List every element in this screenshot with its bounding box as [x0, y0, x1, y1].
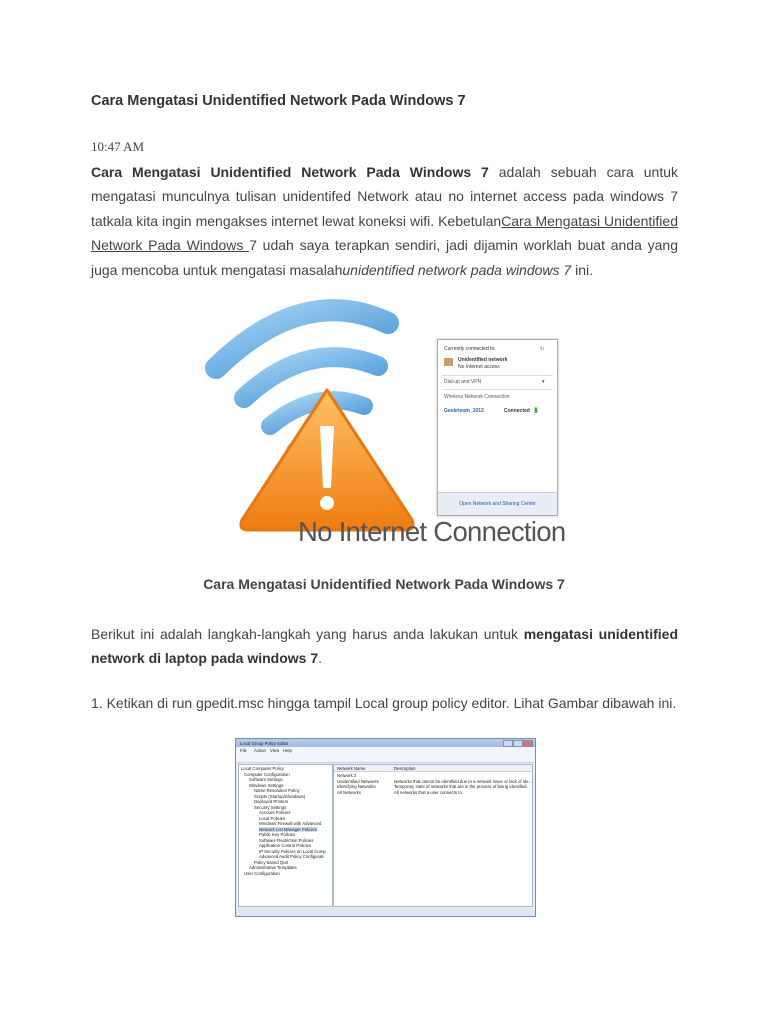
step-1-paragraph: 1. Ketikan di run gpedit.msc hingga tampil Local group policy editor. Lihat Gambar dibawah ini.	[91, 695, 677, 711]
popup-network-name: Unidentified network	[458, 357, 508, 363]
group-policy-editor-screenshot	[235, 738, 536, 917]
tree-item[interactable]: Computer Configuration	[244, 771, 290, 777]
intro-article-link[interactable]: Cara Mengatasi Unidentified Network Pada Windows	[91, 212, 678, 254]
warning-triangle-icon	[241, 390, 413, 530]
menu-view[interactable]: View	[270, 748, 280, 753]
tree-item-selected[interactable]: Network List Manager Policies	[259, 826, 317, 832]
tree-item[interactable]: Advanced Audit Policy Configurati	[259, 854, 324, 859]
close-icon[interactable]	[523, 740, 533, 747]
menu-action[interactable]: Action	[254, 748, 266, 753]
gpo-window-title: Local Group Policy Editor	[240, 741, 289, 746]
list-row-desc: Temporary state of networks that are in the process of being identified.	[394, 784, 528, 789]
gpo-titlebar	[236, 739, 535, 747]
popup-connected: Connected	[504, 408, 530, 414]
list-row-name[interactable]: Identifying Networks	[337, 784, 376, 789]
tree-item[interactable]: Name Resolution Policy	[254, 788, 300, 793]
steps-intro-text-2: .	[318, 650, 323, 667]
tree-item[interactable]: Application Control Policies	[259, 843, 312, 848]
gpo-tree-pane	[238, 764, 333, 907]
list-row-name[interactable]: Unidentified Networks	[337, 778, 379, 784]
tree-item[interactable]: IP Security Policies on Local Comp	[259, 848, 326, 854]
tree-item[interactable]: Security Settings	[254, 804, 287, 810]
tree-item[interactable]: Scripts (Startup/Shutdown)	[254, 793, 306, 799]
tree-item[interactable]: Windows Firewall with Advanced	[259, 821, 322, 826]
tree-item[interactable]: Local Policies	[259, 815, 286, 821]
steps-intro-bold: mengatasi unidentified network di laptop pada windows 7	[91, 626, 678, 667]
tree-item[interactable]: Policy-based QoS	[254, 859, 289, 865]
popup-wireless: Wireless Network Connection	[444, 394, 510, 400]
intro-bold-lead: Cara Mengatasi Unidentified Network Pada Windows 7	[91, 164, 489, 180]
tree-item[interactable]: Administrative Templates	[249, 865, 297, 870]
popup-ssid[interactable]: Geskrieum_1012	[444, 408, 484, 414]
list-row-name[interactable]: Network 2	[337, 773, 357, 778]
intro-text-1: adalah sebuah cara untuk mengatasi munculnya tulisan unidentifed Network atau no internet access pada windows 7 tatkala kita ingin mengakses internet lewat koneksi wifi. Kebetulan	[91, 164, 679, 229]
steps-intro-paragraph	[91, 622, 678, 671]
popup-currently-connected: Currently connected to:	[444, 346, 496, 352]
chevron-down-icon: ▾	[542, 379, 545, 385]
minimize-icon[interactable]	[503, 740, 513, 747]
tree-item[interactable]: Local Computer Policy	[241, 766, 284, 771]
list-row-name[interactable]: All Networks	[337, 789, 361, 795]
maximize-icon[interactable]	[513, 740, 523, 747]
menu-file[interactable]: File	[240, 748, 247, 753]
list-row-desc: All networks that a user connects to.	[394, 789, 464, 795]
refresh-icon[interactable]: ↻	[540, 346, 545, 352]
intro-text-2: 7 udah saya terapkan sendiri, jadi dijamin worklah buat anda yang juga mencoba untuk mengatasi masalah	[91, 237, 678, 278]
gpo-list-pane	[333, 764, 533, 907]
menu-help[interactable]: Help	[283, 748, 292, 753]
gpo-statusbar	[236, 908, 535, 916]
network-status-popup	[437, 339, 558, 516]
intro-italic: unidentified network pada windows 7	[342, 261, 572, 278]
article-title: Cara Mengatasi Unidentified Network Pada Windows 7	[91, 93, 466, 109]
tree-item[interactable]: Account Policies	[259, 810, 291, 815]
steps-intro-text-1: Berikut ini adalah langkah-langkah yang harus anda lakukan untuk	[91, 626, 524, 642]
no-internet-banner: No Internet Connection	[298, 516, 566, 547]
post-time: 10:47 AM	[91, 139, 145, 154]
tree-item[interactable]: Software Settings	[249, 777, 283, 782]
column-header-name[interactable]: Network Name	[337, 766, 366, 771]
intro-paragraph	[91, 160, 678, 282]
tree-item[interactable]: Public Key Policies	[259, 832, 296, 837]
tree-item[interactable]: Software Restriction Policies	[259, 837, 314, 843]
tree-item[interactable]: User Configuration	[244, 870, 280, 876]
tree-item[interactable]: Deployed Printers	[254, 799, 289, 804]
popup-network-status: No Internet access	[458, 364, 500, 370]
tree-item[interactable]: Windows Settings	[249, 782, 284, 788]
gpo-toolbar	[236, 753, 535, 763]
list-row-desc: Networks that cannot be identified due to a network issue or lack of ide...	[394, 778, 533, 784]
intro-text-3: ini.	[571, 261, 593, 278]
figure-caption: Cara Mengatasi Unidentified Network Pada Windows 7	[203, 576, 565, 592]
column-header-description[interactable]: Description	[394, 766, 416, 771]
popup-dialup: Dial-up and VPN	[444, 379, 482, 385]
popup-footer-link[interactable]: Open Network and Sharing Center	[438, 492, 557, 515]
list-header	[334, 765, 532, 772]
signal-bars-icon: ▮	[534, 407, 538, 414]
network-icon	[444, 358, 453, 366]
